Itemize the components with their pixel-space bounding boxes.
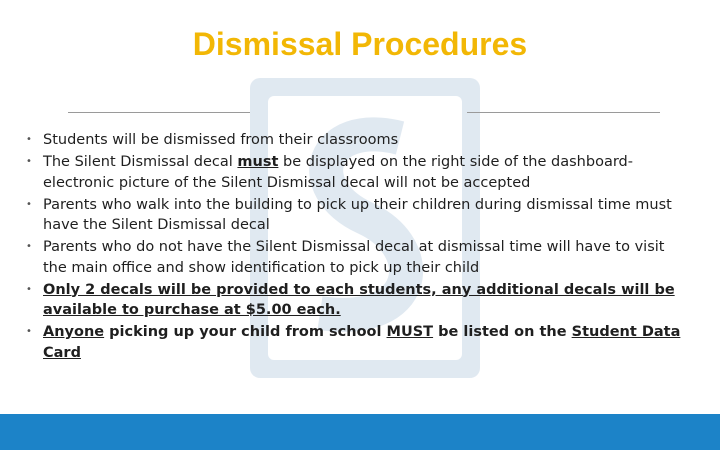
bullet-icon: •	[26, 326, 32, 337]
emphasis-must: must	[237, 154, 279, 170]
list-item: • Parents who do not have the Silent Dismissal decal at dismissal time will have to visit the main office and show identification to pick up their child	[26, 239, 665, 276]
procedure-list	[26, 130, 686, 365]
footer-bar	[0, 414, 720, 450]
list-item	[26, 280, 686, 321]
title-divider-right	[467, 112, 660, 113]
list-item: • Parents who walk into the building to pick up their children during dismissal time must have the Silent Dismissal decal	[26, 196, 672, 233]
student-data-card-text: Student Data Card	[43, 324, 681, 361]
list-item: • The Silent Dismissal decal must be displayed on the right side of the dashboard- electronic picture of the Silent Dismissal decal will not be accepted	[26, 154, 633, 191]
list-item: • Students will be dismissed from their classrooms	[26, 130, 686, 151]
page-title: Dismissal Procedures	[192, 26, 528, 62]
decal-notice: Only 2 decals will be provided to each students, any additional decals will be available to purchase at $5.00 each.	[43, 281, 675, 318]
bullet-icon: •	[26, 198, 32, 210]
bullet-icon: •	[26, 134, 32, 145]
bullet-icon: •	[26, 156, 32, 167]
title-divider-left	[68, 112, 250, 113]
list-item: • Anyone picking up your child from school MUST be listed on the Student Data Card	[26, 324, 681, 361]
bullet-icon: •	[26, 241, 32, 252]
bullet-icon: •	[26, 283, 32, 295]
